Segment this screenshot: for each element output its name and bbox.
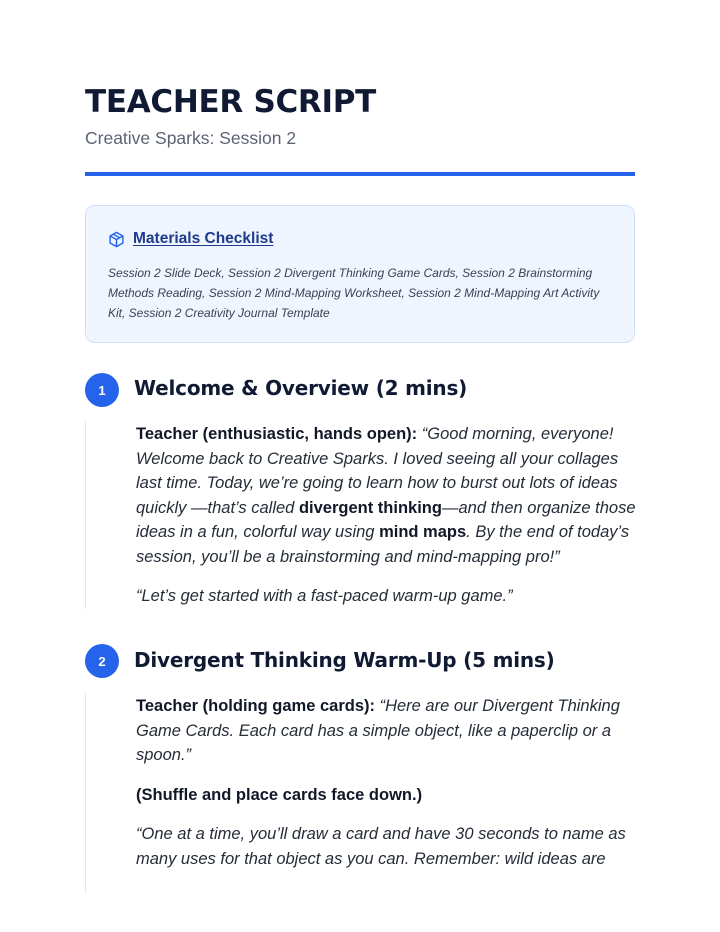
script-paragraph: “One at a time, you’ll draw a card and have 30 seconds to name as many uses for that object as you can. Remember: wild ideas are — [136, 825, 626, 868]
materials-checklist-box — [85, 205, 635, 343]
script-quote: “Good morning, everyone! Welcome back to Creative Sparks. I loved seeing all your collages last time. Today, we’re going to learn how to burst out lots of ideas quickly —that’s called — [136, 425, 619, 517]
materials-checklist-link[interactable]: Materials Checklist — [133, 230, 274, 247]
page-title: TEACHER SCRIPT — [85, 84, 376, 120]
step-divider-line — [85, 421, 86, 609]
script-quote: . By the end of today’s session, you’ll be a brainstorming and mind-mapping pro!” — [136, 523, 630, 566]
script-paragraph — [136, 694, 639, 768]
step-script — [136, 694, 639, 871]
step-script — [136, 422, 639, 609]
cube-icon — [108, 231, 125, 248]
step-title: Welcome & Overview (2 mins) — [134, 376, 468, 400]
step-number-badge: 1 — [85, 373, 119, 407]
step-number-badge: 2 — [85, 644, 119, 678]
speaker-cue: Teacher (holding game cards): — [136, 697, 375, 715]
key-term: mind maps — [379, 523, 467, 541]
script-paragraph — [136, 422, 639, 569]
step-title: Divergent Thinking Warm-Up (5 mins) — [134, 648, 555, 672]
script-quote: “Here are our Divergent Thinking Game Cards. Each card has a simple object, like a paperclip or a spoon.” — [136, 697, 620, 764]
step-divider-line — [85, 693, 86, 893]
key-term: divergent thinking — [298, 498, 442, 517]
page-subtitle: Creative Sparks: Session 2 — [85, 128, 297, 148]
materials-header — [108, 230, 273, 248]
materials-list: Session 2 Slide Deck, Session 2 Divergent Thinking Game Cards, Session 2 Brainstorming Methods Reading, Session 2 Mind-Mapping Worksheet, Session 2 Mind-Mapping Art Activity Kit, Session 2 Creativity Journal Template — [108, 266, 600, 320]
script-quote: —and then organize those ideas in a fun, colorful way using — [136, 498, 636, 541]
speaker-cue: Teacher (enthusiastic, hands open): — [136, 425, 418, 443]
title-divider — [85, 172, 635, 176]
script-closing-line: “Let’s get started with a fast-paced warm-up game.” — [136, 587, 513, 605]
stage-direction: (Shuffle and place cards face down.) — [136, 785, 423, 804]
